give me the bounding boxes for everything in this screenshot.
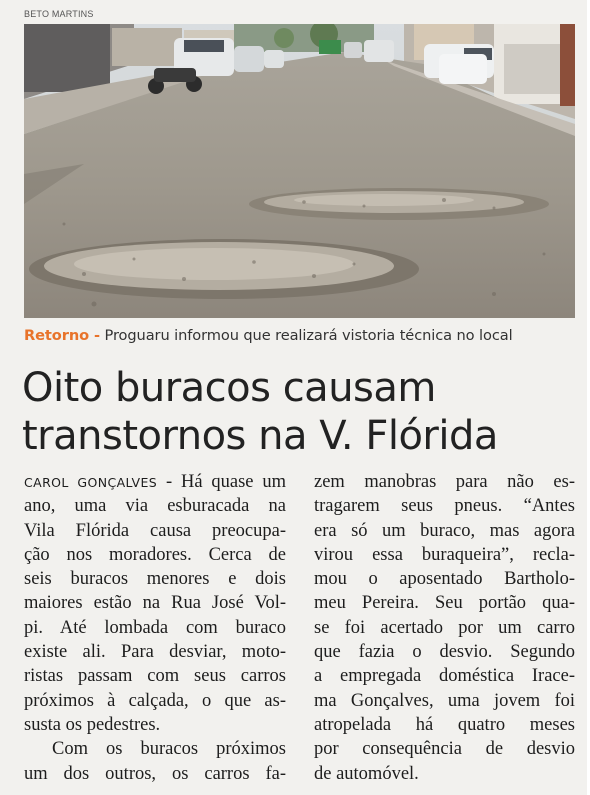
byline: CAROL GONÇALVES <box>24 475 158 490</box>
caption-text: Proguaru informou que realizará vistoria técnica no local <box>100 327 513 344</box>
article-line: que fazia o desvio. Segundo <box>314 642 575 663</box>
article-line: se foi acertado por um carro <box>314 617 575 638</box>
article-line: mou o aposentado Bartholo- <box>314 569 575 590</box>
pothole-street-image <box>24 24 575 318</box>
article-line: maiores estão na Rua José Vol- <box>24 593 286 614</box>
article-line: virou essa buraqueira”, recla- <box>314 544 575 565</box>
news-photo <box>24 24 575 318</box>
headline <box>22 364 588 460</box>
article-first-line-text: - Há quase um <box>157 472 287 492</box>
article-column-1 <box>24 470 286 786</box>
article-line: zem manobras para não es- <box>314 472 575 492</box>
article-line: a empregada doméstica Irace- <box>314 666 575 687</box>
article-line: tragarem seus pneus. “Antes <box>314 496 575 517</box>
article-line: ma Gonçalves, uma jovem foi <box>314 690 575 711</box>
article-line: atropelada há quatro meses <box>314 714 575 735</box>
article-line <box>24 470 286 494</box>
headline-line-2: transtornos na V. Flórida <box>22 413 498 459</box>
article-line: ristas passam com seus carros <box>24 666 286 687</box>
article-line: existe ali. Para desviar, moto- <box>24 642 286 663</box>
article-line: Vila Flórida causa preocupa- <box>24 520 286 541</box>
article-line: próximos à calçada, o que as- <box>24 690 286 711</box>
article-line: ano, uma via esburacada na <box>24 496 286 517</box>
article-line: ção nos moradores. Cerca de <box>24 544 286 565</box>
article-line: seis buracos menores e dois <box>24 569 286 590</box>
article-line: meu Pereira. Seu portão qua- <box>314 593 575 614</box>
article-line: Com os buracos próximos <box>52 739 286 760</box>
article-column-2 <box>314 470 575 786</box>
article-line: pi. Até lombada com buraco <box>24 617 286 638</box>
article-line: por consequência de desvio <box>314 739 575 760</box>
photo-credit: BETO MARTINS <box>24 9 94 19</box>
article-line: era só um buraco, mas agora <box>314 520 575 541</box>
headline-line-1: Oito buracos causam <box>22 365 436 411</box>
article-line: um dos outros, os carros fa- <box>24 763 286 784</box>
caption-lead: Retorno - <box>24 327 100 344</box>
article-line: de automóvel. <box>314 763 419 784</box>
article-line: susta os pedestres. <box>24 714 161 735</box>
photo-caption <box>24 327 584 344</box>
